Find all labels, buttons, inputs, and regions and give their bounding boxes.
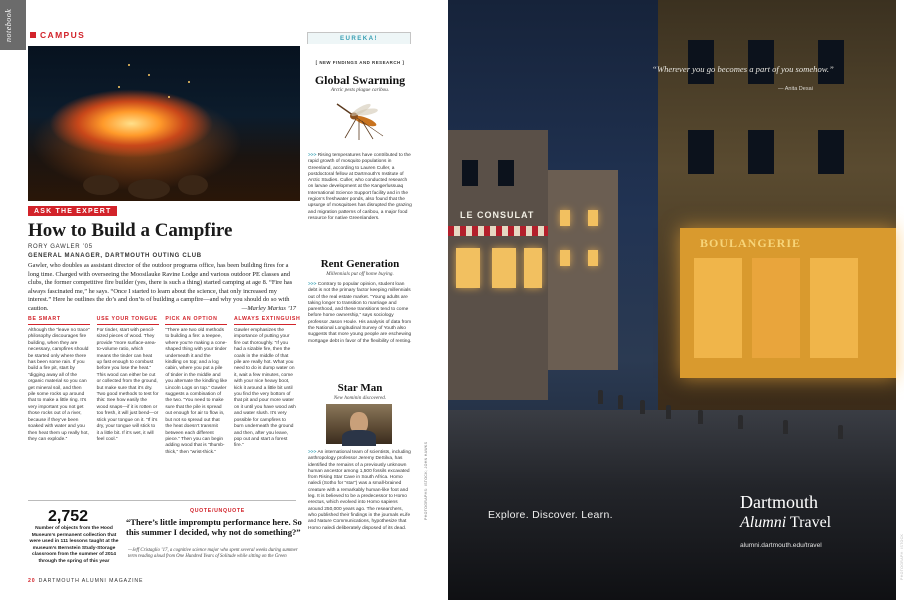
eureka-item-title: Star Man bbox=[337, 382, 383, 394]
mosquito-illustration bbox=[323, 92, 393, 144]
tips-columns bbox=[28, 316, 301, 456]
left-page bbox=[0, 0, 448, 600]
ad-quote-attribution: — Anita Desai bbox=[778, 86, 813, 92]
tip-column bbox=[165, 316, 227, 456]
tip-heading: ALWAYS EXTINGUISH bbox=[234, 316, 296, 325]
ad-quote: “Wherever you go becomes a part of you somehow.” bbox=[652, 64, 834, 74]
campfire-photo bbox=[28, 46, 300, 201]
scientist-photo bbox=[326, 404, 392, 444]
byline bbox=[28, 243, 202, 260]
magazine-title: DARTMOUTH ALUMNI MAGAZINE bbox=[38, 578, 144, 584]
eureka-item-text: Contrary to popular opinion, student loan debt is not the primary factor keeping millennials out of the real estate market. “Young adults are taking longer to transition to marriage and parenthood, and these transitions tend to come before home ownership,” says sociology professor Jason Houle. His analysis of data from the National Longitudinal Survey of Youth also suggests that more young people are eschewing mortgage debt in favor of the flexibility of renting. bbox=[308, 282, 412, 344]
eureka-subtitle: [ NEW FINDINGS AND RESEARCH ] bbox=[315, 60, 405, 65]
article-intro bbox=[28, 262, 296, 314]
tip-heading: USE YOUR TONGUE bbox=[97, 316, 159, 325]
pull-quote: “There’s little impromptu performance here. So this summer I decided, why not do something?” bbox=[126, 517, 302, 537]
eureka-item-deck: New hominin discovered. bbox=[333, 395, 387, 401]
tip-body: “There are two old methods to building a fire: a teepee, where you’re making a cone-shaped thing with your tinder underneath it and the kindling on top; and a log cabin, where you put a pile of tinder in the middle and you alternate the kindling like Lincoln Logs on top.” Gawler suggests a combination of the two. “You need to make sure that the pile is spread out enough for air to flow in, but not so spread out that the heat doesn’t transmit between each different piece.” Then you can begin adding wood that is “thumb-thick,” then “wrist-thick.” bbox=[165, 328, 228, 455]
brand-url[interactable]: alumni.dartmouth.edu/travel bbox=[740, 542, 822, 549]
brand-subname bbox=[740, 514, 831, 532]
arrow-marker: >>> bbox=[308, 153, 317, 158]
eureka-item-body bbox=[308, 153, 412, 222]
tip-body: Although the “leave no trace” philosophy discourages fire building, when they are necessary, campfires should be started only where there has been some rain. If you build a fire pit, start by “digging away all of the organic material so you can get mineral soil, and then pile some rocks up around that to make a little ring. It’s very important you not get those rocks out of a river, because if they’ve been soaked with water and you then heat them up really hot, they can explode.” bbox=[28, 328, 90, 442]
brand-rest: Travel bbox=[786, 514, 832, 531]
eureka-item-body bbox=[308, 450, 412, 532]
article-title: How to Build a Campfire bbox=[28, 220, 233, 241]
stat-text: Number of objects from the Hood Museum’s permanent collection that were used in 111 lessons taught at the museum’s Bernstein Study-Storage classroom from the summer of 2014 through the spring of this year bbox=[29, 526, 119, 564]
bakery-sign: BOULANGERIE bbox=[700, 236, 802, 250]
cobblestone-street bbox=[448, 410, 896, 600]
stat-number: 2,752 bbox=[48, 508, 89, 525]
intro-text: Gawler, who doubles as assistant director of the outdoor programs office, has been building fires for a long time. Charged with overseeing the Moosilauke Ravine Lodge and various outdoor PE classes and clubs, the former competitive fire builder (yes, there is such a thing) started camping at age 8. “Fire has always fascinated me,” he says. “Once I started to learn about the science, that only increased my interest.” Here he outlines the do’s and don’ts of building a campfire—and why you should do so with caution. bbox=[28, 262, 293, 312]
travel-ad bbox=[448, 0, 904, 600]
divider bbox=[28, 500, 296, 501]
arrow-marker: >>> bbox=[308, 282, 317, 287]
intro-credit: —Marley Marius ’17 bbox=[241, 304, 296, 312]
tip-heading: BE SMART bbox=[28, 316, 90, 325]
tip-body: Gawler emphasizes the importance of putting your fire out thoroughly. “If you had a sizable fire, then the coals in the middle of that pile are really hot. What you need to do is dump water on it, wait a few minutes, come with your nice heavy boot, kick it around a little bit until you find the very bottom of that pit and pour more water on it until you have wood ash and water slush. It’s very possible for campfires to burn underneath the ground and then, after you leave, pop out and start a forest fire.” bbox=[233, 328, 296, 449]
eureka-subtitle-text: NEW FINDINGS AND RESEARCH bbox=[319, 60, 401, 65]
section-label: CAMPUS bbox=[30, 30, 85, 40]
brand-name: Dartmouth bbox=[740, 492, 818, 512]
eureka-item-title: Global Swarming bbox=[314, 73, 406, 87]
tip-heading: PICK AN OPTION bbox=[165, 316, 227, 325]
section-tab-label: notebook bbox=[4, 8, 13, 42]
eureka-item-text: An international team of scientists, including anthropology professor Jeremy DeSilva, has identified the remains of a previously unknown human ancestor among 1,500 fossils excavated from Rising Star Cave in South Africa. Homo naledi (Sotho for “star”) was a small-brained creature with a remarkably human-like foot and leg. It is believed to be a predecessor to Homo erectus, which evolved into Homo sapiens around 250,000 years ago. The researchers, who published their findings in the journals eLife and Nature Communications, hypothesize that Homo naledi deliberately disposed of its dead. bbox=[308, 450, 411, 531]
ad-photo-credit: PHOTOGRAPH: ISTOCK bbox=[900, 533, 904, 580]
section-tab bbox=[0, 0, 26, 50]
cafe-sign: LE CONSULAT bbox=[460, 210, 535, 220]
tip-body: For tinder, start with pencil-sized pieces of wood. They provide “more surface-area-to-volume ratio, which means the tinder can heat up fast enough to combust before you lose the heat.” This wood can either be cut or collected from the ground, but make sure that it’s dry. Two good methods to test for this: See how easily the wood snaps—if it is rotten or too fresh, it will just bend—or stick your tongue on it. “If it’s dry, your tongue will stick to it a little bit. If it’s wet, it will feel cool.” bbox=[96, 328, 159, 442]
eureka-item-deck: Millennials put off home buying. bbox=[326, 271, 394, 277]
quote-label: QUOTE/UNQUOTE bbox=[190, 508, 245, 514]
ask-expert-label: ASK THE EXPERT bbox=[28, 206, 117, 216]
tip-column bbox=[28, 316, 90, 456]
photo-credit: PHOTOGRAPHS: ISTOCK; JOHN HAWKS bbox=[424, 441, 428, 520]
eureka-item-deck: Arctic pests plague caribou. bbox=[330, 87, 390, 93]
byline-name: RORY GAWLER ’05 bbox=[28, 244, 93, 250]
quote-attribution: —Jeff Cristaglio ’17, a cognitive science major who spent several weeks during summer term reading aloud from One Hundred Years of Solitude while sitting on the Green bbox=[128, 548, 298, 560]
arrow-marker: >>> bbox=[308, 450, 317, 455]
building-middle bbox=[548, 170, 618, 370]
byline-role: GENERAL MANAGER, DARTMOUTH OUTING CLUB bbox=[28, 252, 202, 259]
ad-tagline: Explore. Discover. Learn. bbox=[488, 509, 613, 521]
tip-column bbox=[97, 316, 159, 456]
folio bbox=[28, 578, 143, 584]
page-number: 20 bbox=[28, 578, 36, 584]
brand-italic: Alumni bbox=[740, 514, 787, 531]
eureka-item-body bbox=[308, 282, 412, 345]
eureka-label: EUREKA! bbox=[307, 32, 411, 44]
eureka-item-title: Rent Generation bbox=[320, 258, 400, 270]
tip-column bbox=[233, 316, 301, 456]
eureka-item-text: Rising temperatures have contributed to the rapid growth of mosquito populations in Greenland, according to Lauren Culler, a postdoctoral fellow at Dartmouth’s Institute of Arctic Studies. Culler, who conducted research on larvae development at the Kangerlussuaq International Science Support facility and in the region’s freshwater ponds, also found that the upsurge of mosquitoes has disrupted the grazing and migration patterns of caribou, a major food resource for native Greenlanders. bbox=[308, 153, 412, 221]
